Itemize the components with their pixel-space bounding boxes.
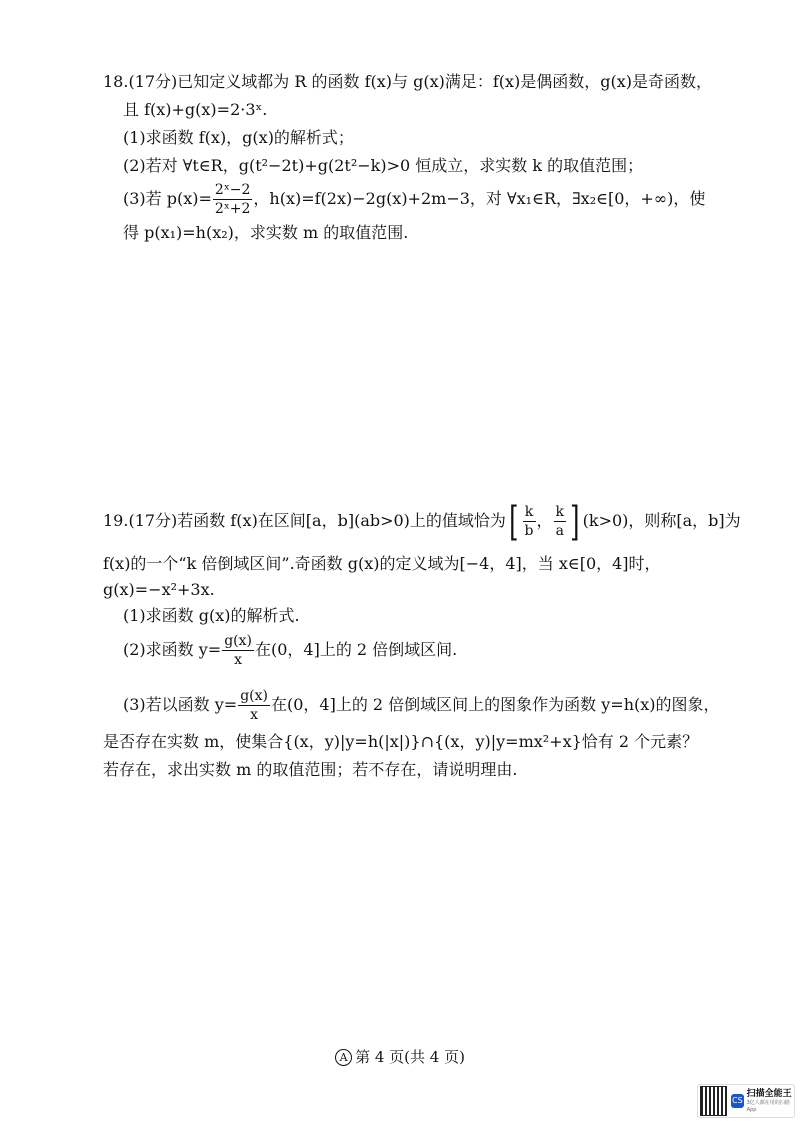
q19-frac2: [554, 503, 566, 540]
q18-line1: 18.(17分)已知定义域都为 R 的函数 f(x)与 g(x)满足：f(x)是偶函数，g(x)是奇函数，: [103, 72, 713, 91]
q18-part3-line2: 得 p(x₁)=h(x₂)，求实数 m 的取值范围.: [123, 223, 409, 242]
q18-line2: 且 f(x)+g(x)=2·3ˣ.: [123, 100, 268, 119]
q19-part3: [123, 687, 720, 724]
right-bracket-icon: ]: [570, 498, 580, 545]
badge-app-name: 扫描全能王: [746, 1088, 792, 1099]
qr-code-icon: [700, 1086, 727, 1116]
q18-p-fraction: [213, 181, 252, 218]
q19-part2-den: x: [234, 652, 243, 668]
q19-part2-fraction: [222, 632, 254, 669]
q19-frac2-den: a: [555, 523, 564, 539]
badge-text: [747, 1089, 794, 1114]
q18-part3-post: ，h(x)=f(2x)−2g(x)+2m−3，对 ∀x₁∈R，∃x₂∈[0，+∞)，使: [253, 189, 706, 208]
q18-part3: [123, 181, 705, 218]
q18-part1: (1)求函数 f(x)，g(x)的解析式；: [123, 128, 354, 147]
q19-frac1-num: k: [523, 503, 536, 522]
q19-part3-den: x: [250, 707, 259, 723]
q19-part3-line3: 若存在，求出实数 m 的取值范围；若不存在，请说明理由.: [103, 760, 518, 779]
q19-part3-post: 在(0，4]上的 2 倍倒域区间上的图象作为函数 y=h(x)的图象，: [270, 695, 720, 714]
q19-line1-post: (k>0)，则称[a，b]为: [582, 511, 741, 530]
q19-part1: (1)求函数 g(x)的解析式.: [123, 606, 300, 625]
q19-frac1: [523, 503, 536, 540]
version-a-icon: A: [335, 1049, 352, 1066]
camscanner-logo-icon: CS: [731, 1094, 744, 1108]
q19-part3-fraction: [238, 687, 270, 724]
page-number: 第 4 页(共 4 页): [355, 1048, 465, 1066]
q19-line1-pre: 19.(17分)若函数 f(x)在区间[a，b](ab>0)上的值域恰为: [103, 511, 506, 530]
q19-line3: g(x)=−x²+3x.: [103, 580, 215, 599]
q18-p-numerator: 2ˣ−2: [214, 182, 251, 198]
page-footer: [0, 1046, 800, 1067]
q19-part2-num: g(x): [224, 633, 252, 649]
camscanner-badge: [697, 1084, 795, 1118]
q19-sep: ，: [536, 511, 553, 530]
q18-part3-pre: (3)若 p(x)=: [123, 189, 212, 208]
q19-frac1-den: b: [524, 523, 534, 539]
q19-part3-pre: (3)若以函数 y=: [123, 695, 238, 714]
badge-tagline: 3亿人都在用的扫描App: [746, 1099, 790, 1113]
q19-part3-num: g(x): [240, 688, 268, 704]
q19-part2-pre: (2)求函数 y=: [123, 640, 222, 659]
left-bracket-icon: [: [509, 498, 519, 545]
q19-part2: [123, 632, 457, 669]
q19-part3-line2: 是否存在实数 m，使集合{(x，y)|y=h(|x|)}∩{(x，y)|y=mx²+x}恰有 2 个元素？: [103, 732, 699, 751]
q18-part2: (2)若对 ∀t∈R，g(t²−2t)+g(2t²−k)>0 恒成立，求实数 k 的取值范围；: [123, 156, 644, 175]
q19-part2-post: 在(0，4]上的 2 倍倒域区间.: [254, 640, 458, 659]
q19-line2: f(x)的一个“k 倍倒域区间”.奇函数 g(x)的定义域为[−4，4]，当 x∈[0，4]时，: [103, 554, 661, 573]
q18-p-denominator: 2ˣ+2: [214, 201, 251, 217]
q19-frac2-num: k: [555, 504, 565, 520]
q19-line1: [103, 499, 741, 543]
